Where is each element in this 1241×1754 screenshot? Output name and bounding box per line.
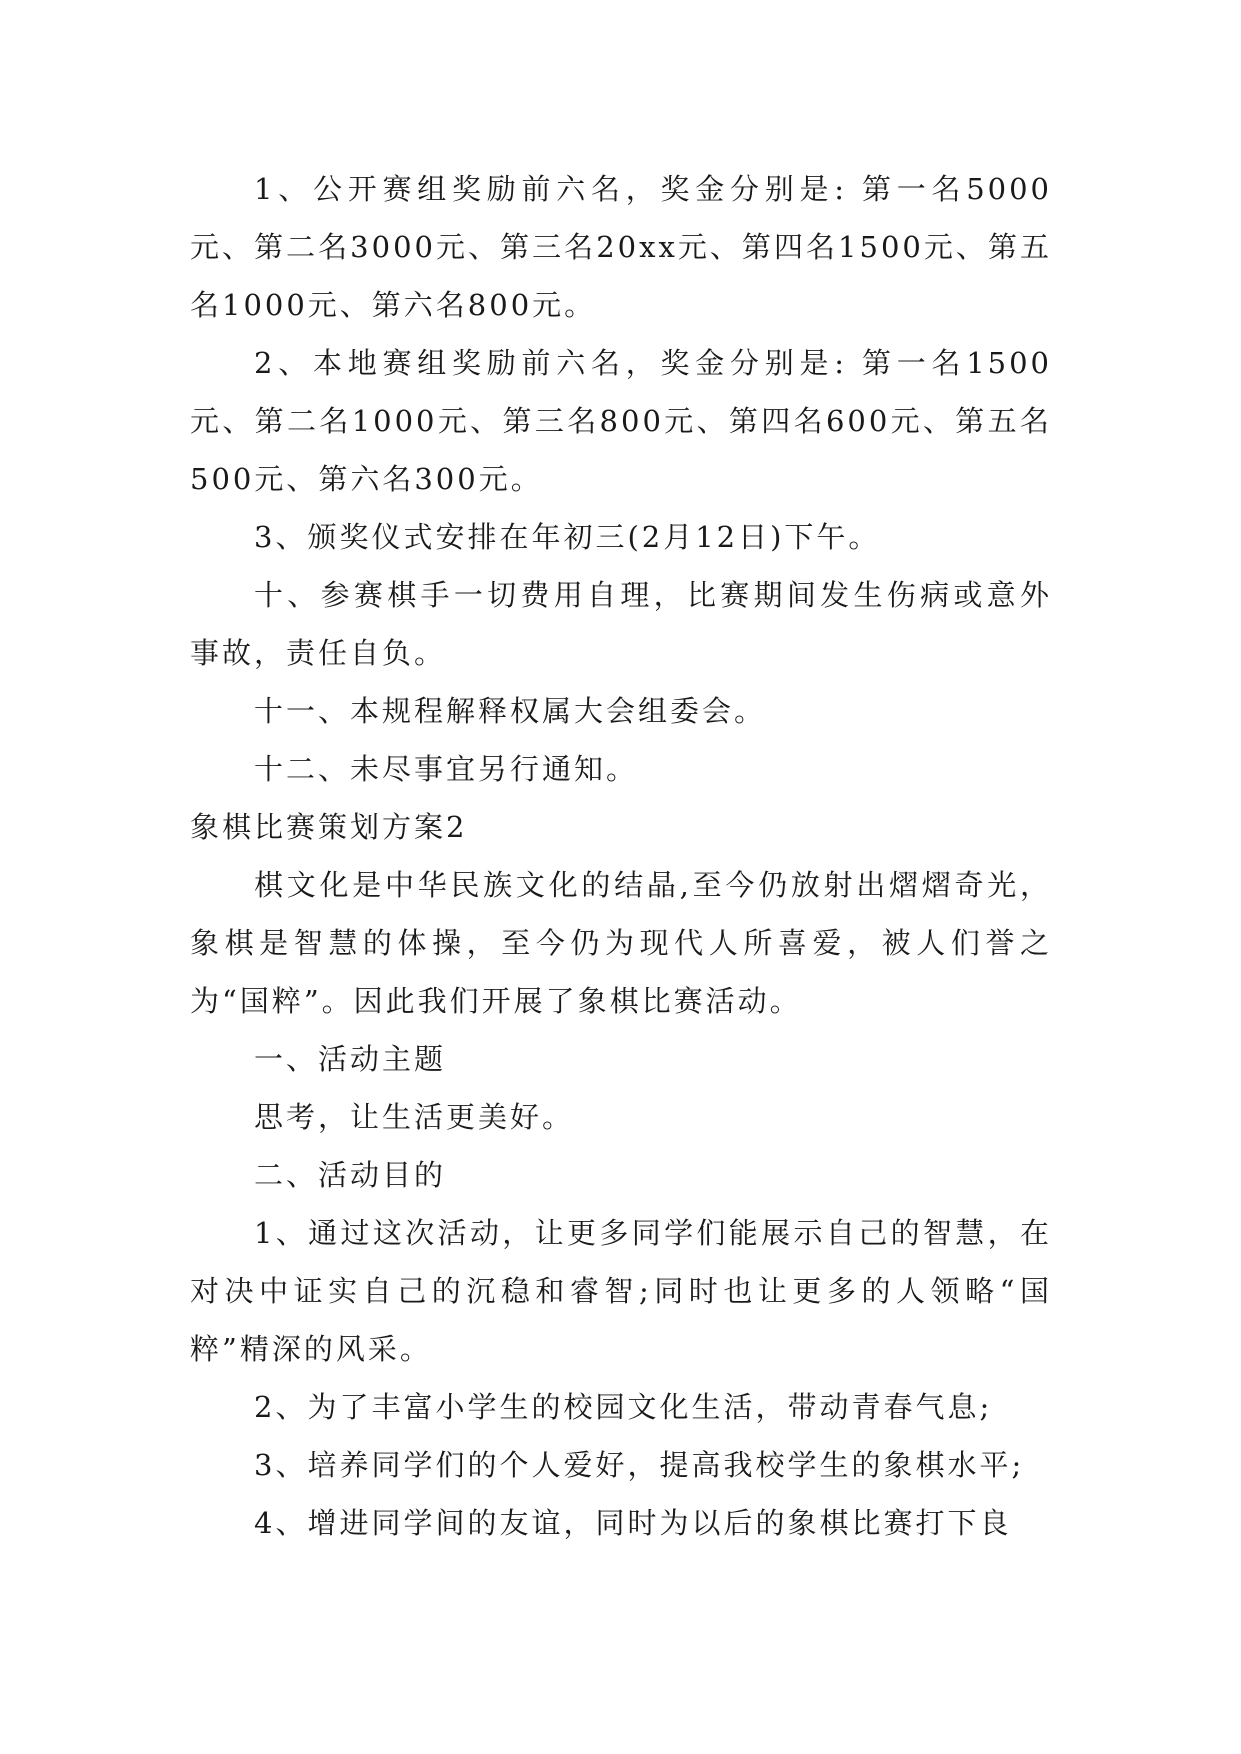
paragraph: 思考，让生活更美好。 [254,1100,575,1134]
paragraph: 2、本地赛组奖励前六名，奖金分别是: 第一名1500元、第二名1000元、第三名800元、第四名600元、第五名500元、第六名300元。 [190,346,1052,496]
paragraph: 十二、未尽事宜另行通知。 [254,752,639,786]
paragraph: 3、颁奖仪式安排在年初三(2月12日)下午。 [254,520,881,554]
paragraph: 2、为了丰富小学生的校园文化生活，带动青春气息; [254,1390,993,1424]
paragraph: 二、活动目的 [254,1158,447,1192]
paragraph: 十一、本规程解释权属大会组委会。 [254,694,767,728]
paragraph: 十、参赛棋手一切费用自理，比赛期间发生伤病或意外事故，责任自负。 [190,578,1052,670]
section-heading: 象棋比赛策划方案2 [190,810,468,844]
paragraph: 1、通过这次活动，让更多同学们能展示自己的智慧，在对决中证实自己的沉稳和睿智;同时也让更多的人领略“国粹”精深的风采。 [190,1216,1052,1366]
paragraph: 4、增进同学间的友谊，同时为以后的象棋比赛打下良 [254,1506,1012,1540]
paragraph: 3、培养同学们的个人爱好，提高我校学生的象棋水平; [254,1448,1025,1482]
paragraph: 棋文化是中华民族文化的结晶,至今仍放射出熠熠奇光，象棋是智慧的体操，至今仍为现代人所喜爱，被人们誉之为“国粹”。因此我们开展了象棋比赛活动。 [190,868,1052,1018]
paragraph: 1、公开赛组奖励前六名，奖金分别是: 第一名5000元、第二名3000元、第三名20xx元、第四名1500元、第五名1000元、第六名800元。 [190,172,1052,322]
paragraph: 一、活动主题 [254,1042,447,1076]
document-body [190,160,1052,1552]
